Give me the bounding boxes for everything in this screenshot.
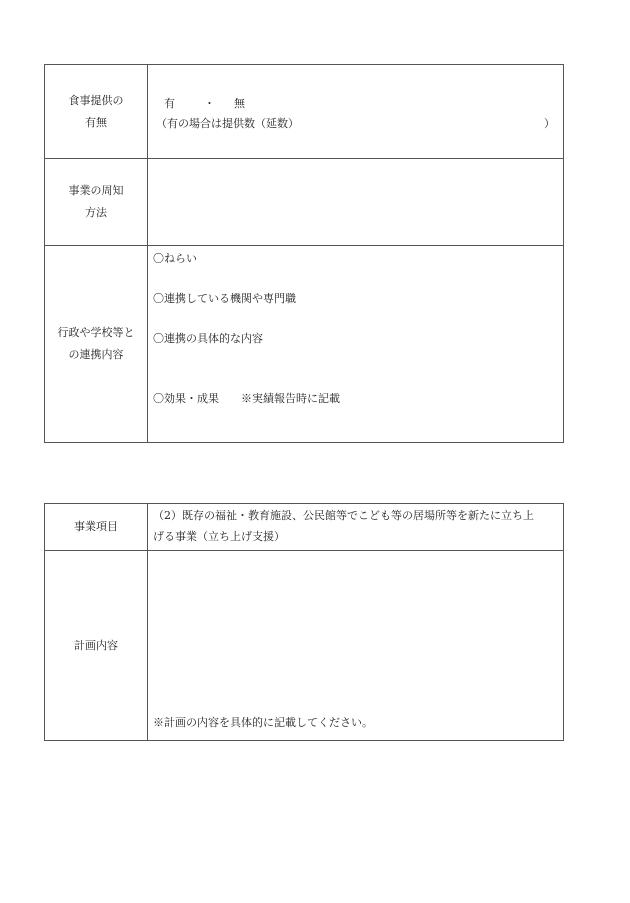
row-cooperation	[45, 246, 563, 442]
value-cooperation[interactable]	[148, 246, 563, 442]
label-publicity: 事業の周知 方法	[45, 159, 148, 245]
option-yes[interactable]: 有	[164, 97, 175, 110]
row-meal	[45, 65, 563, 159]
label-cooperation: 行政や学校等と の連携内容	[45, 246, 148, 442]
row-plan	[45, 551, 563, 740]
row-publicity	[45, 159, 563, 246]
value-project-item	[148, 504, 563, 550]
value-plan[interactable]	[148, 551, 563, 740]
table-project	[44, 503, 564, 741]
label-project-item: 事業項目	[45, 504, 148, 550]
separator-dot: ・	[204, 97, 215, 110]
item-aim: 〇ねらい	[153, 252, 197, 265]
item-partners: 〇連携している機関や専門職	[153, 292, 296, 305]
value-meal[interactable]	[148, 65, 563, 158]
item-results: 〇効果・成果 ※実績報告時に記載	[153, 392, 340, 405]
meal-count-note: （有の場合は提供数（延数）	[156, 117, 299, 130]
row-project-item	[45, 504, 563, 551]
label-meal: 食事提供の 有無	[45, 65, 148, 158]
label-plan: 計画内容	[45, 551, 148, 740]
value-publicity[interactable]	[148, 159, 563, 245]
option-no[interactable]: 無	[234, 97, 245, 110]
project-item-line2: げる事業（立ち上げ支援）	[153, 530, 285, 543]
table-meal-publicity-cooperation	[44, 64, 564, 443]
meal-count-close: ）	[544, 117, 555, 130]
item-details: 〇連携の具体的な内容	[153, 332, 263, 345]
plan-note: ※計画の内容を具体的に記載してください。	[153, 716, 373, 729]
project-item-line1: （2）既存の福祉・教育施設、公民館等でこども等の居場所等を新たに立ち上	[153, 509, 534, 522]
